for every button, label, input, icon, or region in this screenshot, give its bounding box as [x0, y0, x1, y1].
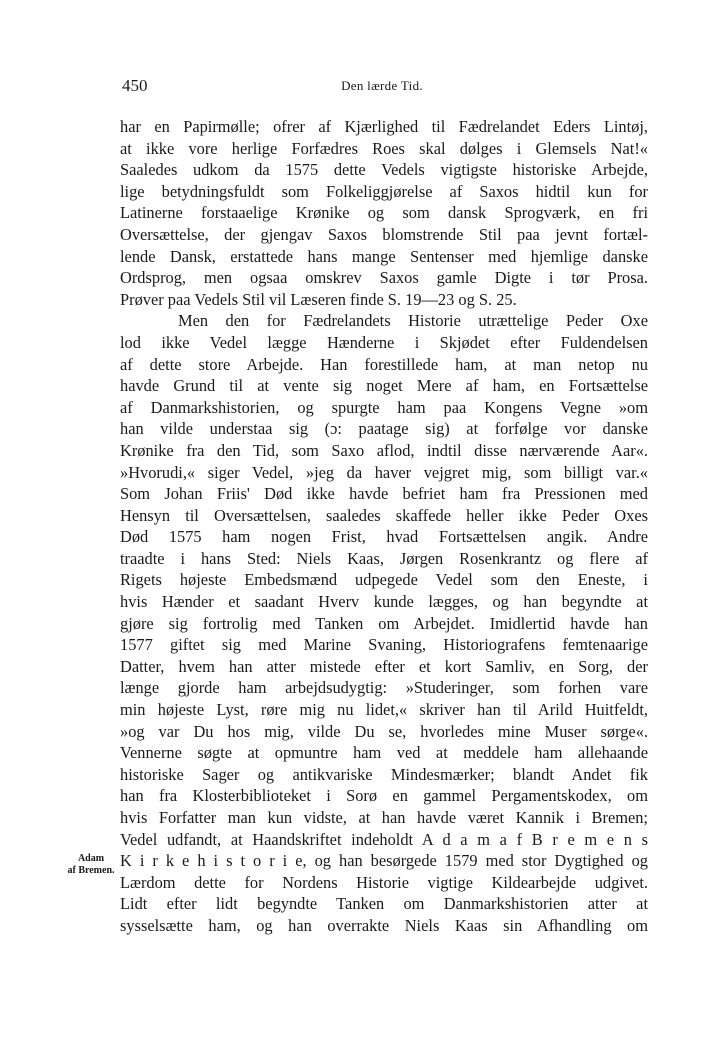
text-line: »og var Du hos mig, vilde Du se, hvorledes mine Muser sørge«.: [120, 721, 648, 741]
text-line: Vedel udfandt, at Haandskriftet indeholdt A d a m a f B r e m e n s: [120, 829, 648, 849]
text-line: længe gjorde ham arbejdsudygtig: »Studeringer, som forhen vare: [120, 678, 648, 698]
text-line: Datter, hvem han atter mistede efter et kort Samliv, en Sorg, der: [120, 656, 648, 676]
text-line: Vennerne søgte at opmuntre ham ved at meddele ham allehaande: [120, 743, 648, 763]
text-line: gjøre sig fortrolig med Tanken om Arbejdet. Imidlertid havde han: [120, 613, 648, 633]
text-line: traadte i hans Sted: Niels Kaas, Jørgen Rosenkrantz og flere af: [120, 548, 648, 568]
text-line: han vilde understaa sig (ɔ: paatage sig) at forfølge vor danske: [120, 419, 648, 439]
text-line: han fra Klosterbiblioteket i Sorø en gammel Pergamentskodex, om: [120, 786, 648, 806]
text-line: Hensyn til Oversættelsen, saaledes skaffede heller ikke Peder Oxes: [120, 505, 648, 525]
text-line: sysselsætte ham, og han overrakte Niels Kaas sin Afhandling om: [120, 915, 648, 935]
text-line: Død 1575 ham nogen Frist, hvad Fortsættelsen angik. Andre: [120, 527, 648, 547]
text-line: af Danmarkshistorien, og spurgte ham paa Kongens Vegne »om: [120, 397, 648, 417]
text-line: lende Dansk, erstattede hans mange Sentenser med hjemlige danske: [120, 246, 648, 266]
text-line: Lærdom dette for Nordens Historie vigtige Kildearbejde udgivet.: [120, 872, 648, 892]
text-line: Som Johan Friis' Død ikke havde befriet ham fra Pressionen med: [120, 484, 648, 504]
text-line: Latinerne forstaaelige Krønike og som dansk Sprogværk, en fri: [120, 203, 648, 223]
text-line: Krønike fra den Tid, som Saxo aflod, indtil disse nærværende Aar«.: [120, 440, 648, 460]
text-line: Lidt efter lidt begyndte Tanken om Danmarkshistorien atter at: [120, 894, 648, 914]
text-line: hvis Hænder et saadant Hverv kunde lægges, og han begyndte at: [120, 592, 648, 612]
text-line: lod ikke Vedel lægge Hænderne i Skjødet efter Fuldendelsen: [120, 332, 648, 352]
text-line: at ikke vore herlige Forfædres Roes skal dølges i Glemsels Nat!«: [120, 138, 648, 158]
text-line: Oversættelse, der gjengav Saxos blomstrende Stil paa jevnt fortæl-: [120, 224, 648, 244]
text-line: historiske Sager og antikvariske Mindesmærker; blandt Andet fik: [120, 764, 648, 784]
text-line: K i r k e h i s t o r i e, og han besørgede 1579 med stor Dygtighed og: [120, 851, 648, 871]
text-line: »Hvorudi,« siger Vedel, »jeg da haver vejgret mig, som billigt var.«: [120, 462, 648, 482]
text-line: Saaledes udkom da 1575 dette Vedels vigtigste historiske Arbejde,: [120, 160, 648, 180]
page-number: 450: [122, 76, 148, 95]
text-line: af dette store Arbejde. Han forestillede ham, at man netop nu: [120, 354, 648, 374]
text-line: Men den for Fædrelandets Historie utrættelige Peder Oxe: [178, 311, 648, 331]
text-line: havde Grund til at vente sig noget Mere af ham, en Fortsættelse: [120, 376, 648, 396]
text-line: min højeste Lyst, røre mig nu lidet,« skriver han til Arild Huitfeldt,: [120, 700, 648, 720]
text-line: har en Papirmølle; ofrer af Kjærlighed til Fædrelandet Eders Lintøj,: [120, 117, 648, 136]
text-line: Rigets højeste Embedsmænd udpegede Vedel som den Eneste, i: [120, 570, 648, 590]
text-line: lige betydningsfuldt som Folkeliggjørelse af Saxos hidtil kun for: [120, 181, 648, 201]
running-title: Den lærde Tid.: [341, 78, 423, 93]
margin-note-line: af Bremen.: [67, 865, 115, 876]
text-line: Prøver paa Vedels Stil vil Læseren finde S. 19—23 og S. 25.: [120, 289, 517, 309]
body-text: [120, 116, 648, 937]
margin-note: [60, 853, 122, 877]
margin-note-line: Adam: [77, 853, 105, 864]
text-line: hvis Forfatter man kun vidste, at han havde været Kannik i Bremen;: [120, 808, 648, 827]
text-line: 1577 giftet sig med Marine Svaning, Historiografens femtenaarige: [120, 635, 648, 655]
text-line: Ordsprog, men ogsaa omskrev Saxos gamle Digte i tør Prosa.: [120, 268, 648, 288]
